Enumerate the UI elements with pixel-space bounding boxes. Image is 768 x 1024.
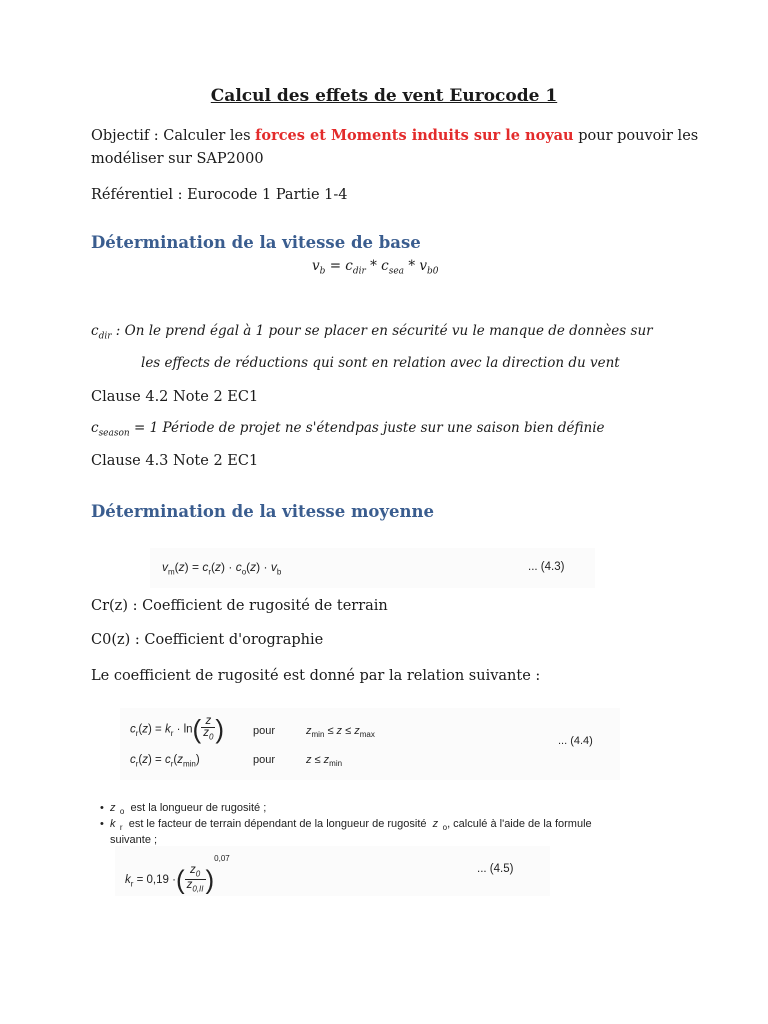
bullet-kr-text: est le facteur de terrain dépendant de la longueur de rugosité (128, 818, 427, 831)
objective-prefix: Objectif : Calculer les (91, 128, 256, 144)
cseason-text: = 1 Période de projet ne s'étendpas juste sur une saison bien définie (129, 420, 605, 436)
clause-4-2: Clause 4.2 Note 2 EC1 (91, 389, 259, 405)
cr-definition: Cr(z) : Coefficient de rugosité de terrain (91, 598, 388, 614)
definition-bullets (100, 802, 660, 847)
cseason-definition (91, 420, 605, 439)
cdir-sub: dir (98, 331, 112, 342)
bullet-kr: • k $_r$ est le facteur de terrain dépendant de la longueur de rugosité z $_o$, calculé à l'aide de la formule (100, 818, 592, 833)
cseason-sub: season (98, 428, 130, 439)
equation-4-5-ref: ... (4.5) (477, 863, 514, 875)
cdir-definition (91, 323, 653, 342)
objective-paragraph (91, 124, 698, 171)
bullet-kr-text3: suivante ; (110, 834, 158, 847)
section-heading-mean-speed: Détermination de la vitesse moyenne (91, 502, 434, 521)
bullet-z0: • z $_o$ est la longueur de rugosité ; (100, 802, 267, 817)
equation-4-3: $v_m(z) = c_r(z) \cdot c_o(z) \cdot v_b$ (162, 560, 282, 577)
equation-4-4-ref: ... (4.4) (558, 735, 593, 747)
cseason-label: c (91, 420, 99, 436)
equation-4-5-image (115, 846, 550, 896)
section-heading-base-speed: Détermination de la vitesse de base (91, 233, 421, 252)
referentiel-text: Référentiel : Eurocode 1 Partie 1-4 (91, 187, 348, 203)
cdir-text: : On le prend égal à 1 pour se placer en sécurité vu le manque de donnèes sur (111, 323, 653, 339)
cdir-definition-line2: les effects de réductions qui sont en relation avec la direction du vent (141, 355, 620, 371)
equation-4-4-pour2: pour (253, 754, 276, 766)
clause-4-3: Clause 4.3 Note 2 EC1 (91, 453, 259, 469)
objective-line2: modéliser sur SAP2000 (91, 151, 264, 167)
bullet-kr-text2: , calculé à l'aide de la formule (447, 818, 592, 831)
page-title: Calcul des effets de vent Eurocode 1 (210, 86, 558, 106)
equation-4-4-condition2: $z \le z_{min}$ (306, 754, 343, 769)
equation-4-4-line1: $c_r(z) = k_r \cdot \ln$( $\frac{z}{z_0}$ ) (130, 714, 225, 744)
equation-4-5-exponent: 0,07 (214, 854, 230, 863)
equation-4-4-condition1: $z_{min} \le z \le z_{max}$ (306, 725, 375, 740)
equation-4-4-pour1: pour (253, 725, 276, 737)
objective-highlight: forces et Moments induits sur le noyau (255, 127, 574, 144)
c0-definition: C0(z) : Coefficient d'orographie (91, 632, 324, 648)
equation-4-5-coef: = 0,19 · (136, 874, 176, 886)
base-speed-formula: $v_b = c_{dir} * c_{sea} * v_{b0}$ (312, 258, 439, 277)
equation-4-4-image (120, 708, 620, 780)
bullet-z0-text: est la longueur de rugosité ; (130, 802, 267, 814)
roughness-intro: Le coefficient de rugosité est donné par la relation suivante : (91, 668, 541, 684)
equation-4-4-line2: $c_r(z) = c_r(z_{min})$ (130, 754, 200, 769)
equation-4-5: $k_r = 0,19$ ·( $\frac{z_0}{z_{0,II}}$ )$^{0,07}$ (125, 854, 230, 895)
objective-suffix: pour pouvoir les (573, 128, 699, 144)
equation-4-3-ref: ... (4.3) (528, 561, 565, 573)
equation-4-3-image (150, 548, 595, 588)
cdir-label: c (91, 323, 99, 339)
